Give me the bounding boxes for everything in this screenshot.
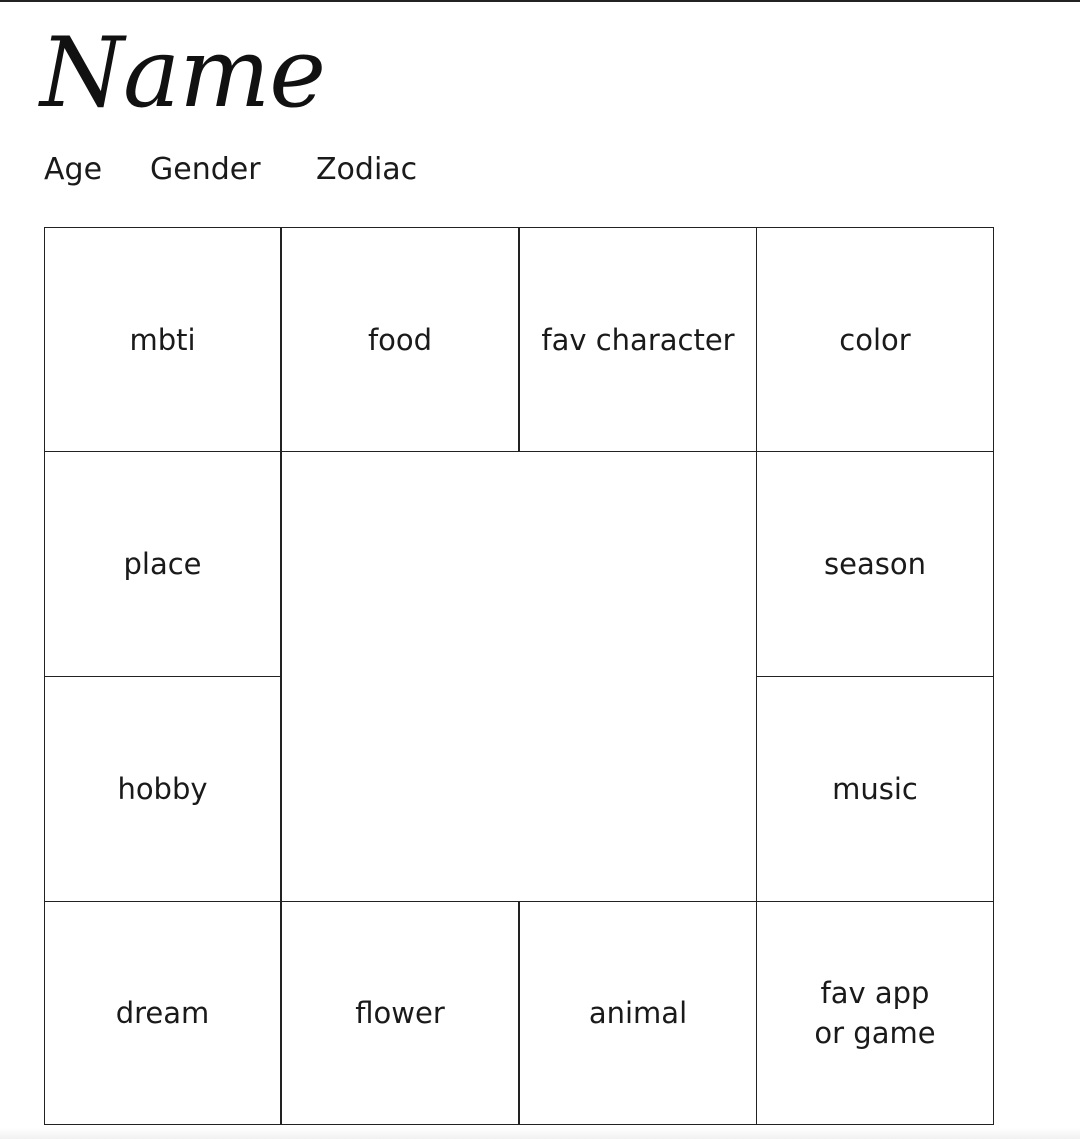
grid-cell-food [281, 227, 519, 452]
cell-label: dream [115, 996, 210, 1030]
cell-label: color [839, 322, 911, 357]
grid-cell-season [756, 451, 994, 677]
grid-cell-mbti [44, 227, 281, 452]
cell-label: season [824, 547, 926, 581]
grid-cell-fav-app-or-game [756, 901, 994, 1125]
cell-label: mbti [129, 322, 196, 357]
meta-row [0, 150, 1080, 190]
grid-cell-music [756, 676, 994, 902]
grid-cell-hobby [44, 676, 281, 902]
grid-center-blank [281, 451, 757, 902]
cell-label: hobby [117, 772, 208, 806]
top-border-line [0, 0, 1080, 2]
bottom-edge [0, 1128, 1080, 1139]
page-title: Name [40, 17, 326, 129]
grid-cell-color [756, 227, 994, 452]
cell-label: music [832, 772, 918, 806]
zodiac-label: Zodiac [316, 152, 418, 187]
cell-label: place [123, 547, 202, 581]
grid-cell-animal [519, 901, 757, 1125]
about-me-grid [44, 227, 994, 1125]
cell-label: fav character [541, 322, 735, 357]
cell-label: flower [355, 996, 445, 1030]
grid-cell-place [44, 451, 281, 677]
grid-cell-flower [281, 901, 519, 1125]
cell-label: fav app or game [814, 976, 936, 1050]
age-label: Age [44, 152, 103, 187]
cell-label: food [367, 322, 433, 357]
gender-label: Gender [150, 152, 261, 187]
grid-cell-dream [44, 901, 281, 1125]
grid-cell-fav-character [519, 227, 757, 452]
cell-label: animal [588, 996, 688, 1030]
